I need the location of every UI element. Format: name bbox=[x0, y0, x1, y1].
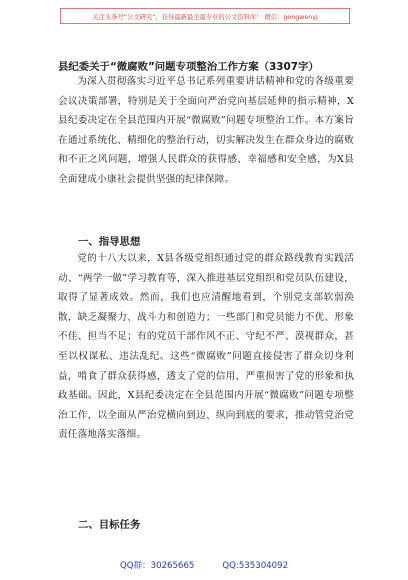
header-banner: 关注头条号“公文研究”，获得最新最全最专业的公文资料库！ 微信：gongwenyj bbox=[60, 8, 350, 24]
section-heading-guiding-ideology: 一、指导思想 bbox=[78, 236, 141, 248]
guiding-ideology-paragraph: 党的十八大以来，X县各级党组织通过党的群众路线教育实践活动、“两学一做”学习教育等，深入推进基层党组织和党员队伍建设，取得了显著成效。然而，我们也应清醒地看到，个别党支部软弱涣散，缺乏凝聚力、战斗力和创造力；一些部门和党员能力不优、形象不佳、担当不足；有的党员干部作风不正、守纪不严、漠视群众，甚至以权谋私、违法乱纪。这些“微腐败”问题直接侵害了群众切身利益，啃食了群众获得感，透支了党的信用，严重损害了党的形象和执政基础。因此，X县纪委决定在全县范围内开展“微腐败”问题专项整治工作，以全面从严治党横向到边、纵向到底的要求，推动管党治党责任落地落实落细。 bbox=[58, 253, 354, 441]
section-heading-goals: 二、目标任务 bbox=[78, 519, 141, 531]
document-title: 县纪委关于“微腐败”问题专项整治工作方案（3307字） bbox=[58, 61, 319, 73]
footer-contact bbox=[0, 559, 408, 571]
intro-paragraph: 为深入贯彻落实习近平总书记系列重要讲话精神和党的各级重要会议决策部署，特别是关于全面向严治党向基层延伸的指示精神，X县纪委决定在全县范围内开展“微腐败”问题专项整治工作。本方案旨在通过系统化、精细化的整治行动，切实解决发生在群众身边的腐败和不正之风问题，增强人民群众的获得感、幸福感和安全感，为X县全面建成小康社会提供坚强的纪律保障。 bbox=[58, 76, 354, 185]
footer-qq: QQ:535304092 bbox=[222, 561, 289, 571]
footer-qq-group: QQ群：30265665 bbox=[119, 561, 195, 571]
